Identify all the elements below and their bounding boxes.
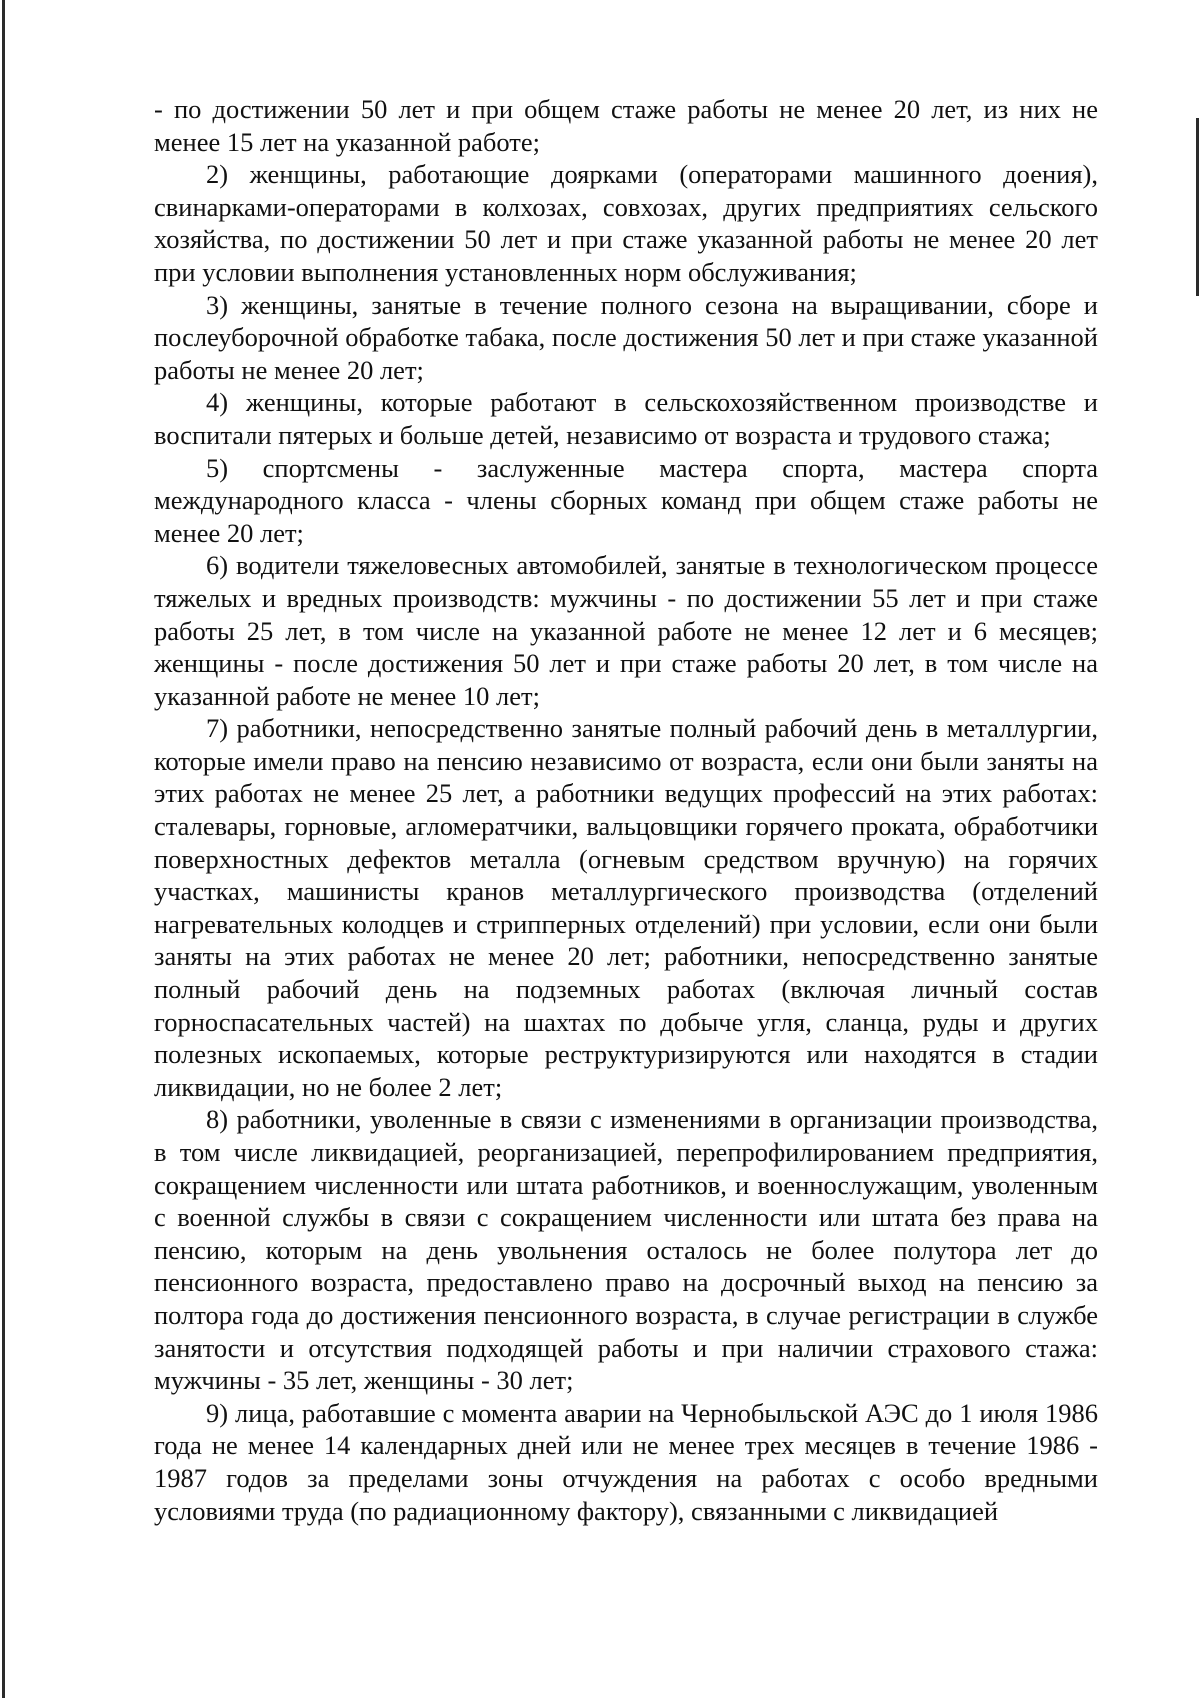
paragraph-item-3: 3) женщины, занятые в течение полного сезона на выращивании, сборе и послеуборочной обработке табака, после достижения 50 лет и при стаже указанной работы не менее 20 лет; (154, 289, 1098, 385)
paragraph-item-2: 2) женщины, работающие доярками (операторами машинного доения), свинарками-операторами в колхозах, совхозах, других предприятиях сельского хозяйства, по достижении 50 лет и при стаже указанной работы не менее 20 лет при условии выполнения установленных норм обслуживания; (154, 159, 1098, 287)
paragraph-item-6: 6) водители тяжеловесных автомобилей, занятые в технологическом процессе тяжелых и вредных производств: мужчины - по достижении 55 лет и при стаже работы 25 лет, в том числе на указанной работе не менее 12 лет и 6 месяцев; женщины - после достижения 50 лет и при стаже работы 20 лет, в том числе на указанной работе не менее 10 лет; (154, 550, 1098, 711)
paragraph-continuation: - по достижении 50 лет и при общем стаже работы не менее 20 лет, из них не менее 15 лет на указанной работе; (154, 94, 1098, 157)
paragraph-item-7: 7) работники, непосредственно занятые полный рабочий день в металлургии, которые имели право на пенсию независимо от возраста, если они были заняты на этих работах не менее 25 лет, а работники ведущих профессий на этих работах: сталевары, горновые, агломератчики, вальцовщики горячего проката, обработчики поверхностных дефектов металла (огневым средством вручную) на горячих участках, машинисты кранов металлургического производства (отделений нагревательных колодцев и стрипперных отделений) при условии, если они были заняты на этих работах не менее 20 лет; работники, непосредственно занятые полный рабочий день на подземных работах (включая личный состав горноспасательных частей) на шахтах по добыче угля, сланца, руды и других полезных ископаемых, которые реструктуризируются или находятся в стадии ликвидации, но не более 2 лет; (154, 713, 1098, 1102)
paragraph-item-5: 5) спортсмены - заслуженные мастера спорта, мастера спорта международного класса - члены сборных команд при общем стаже работы не менее 20 лет; (154, 452, 1098, 548)
document-body (154, 93, 1098, 1527)
paragraph-item-8: 8) работники, уволенные в связи с изменениями в организации производства, в том числе ликвидацией, реорганизацией, перепрофилированием предприятия, сокращением численности или штата работников, и военнослужащим, уволенным с военной службы в связи с сокращением численности или штата без права на пенсию, которым на день увольнения осталось не более полутора лет до пенсионного возраста, предоставлено право на досрочный выход на пенсию за полтора года до достижения пенсионного возраста, в случае регистрации в службе занятости и отсутствия подходящей работы и при наличии страхового стажа: мужчины - 35 лет, женщины - 30 лет; (154, 1104, 1098, 1396)
paragraph-item-9: 9) лица, работавшие с момента аварии на Чернобыльской АЭС до 1 июля 1986 года не менее 14 календарных дней или не менее трех месяцев в течение 1986 - 1987 годов за пределами зоны отчуждения на работах с особо вредными условиями труда (по радиационному фактору), связанными с ликвидацией (154, 1397, 1098, 1526)
paragraph-item-4: 4) женщины, которые работают в сельскохозяйственном производстве и воспитали пятерых и больше детей, независимо от возраста и трудового стажа; (154, 387, 1098, 450)
scan-edge-right (1196, 118, 1199, 296)
scan-edge-left (2, 0, 5, 1698)
